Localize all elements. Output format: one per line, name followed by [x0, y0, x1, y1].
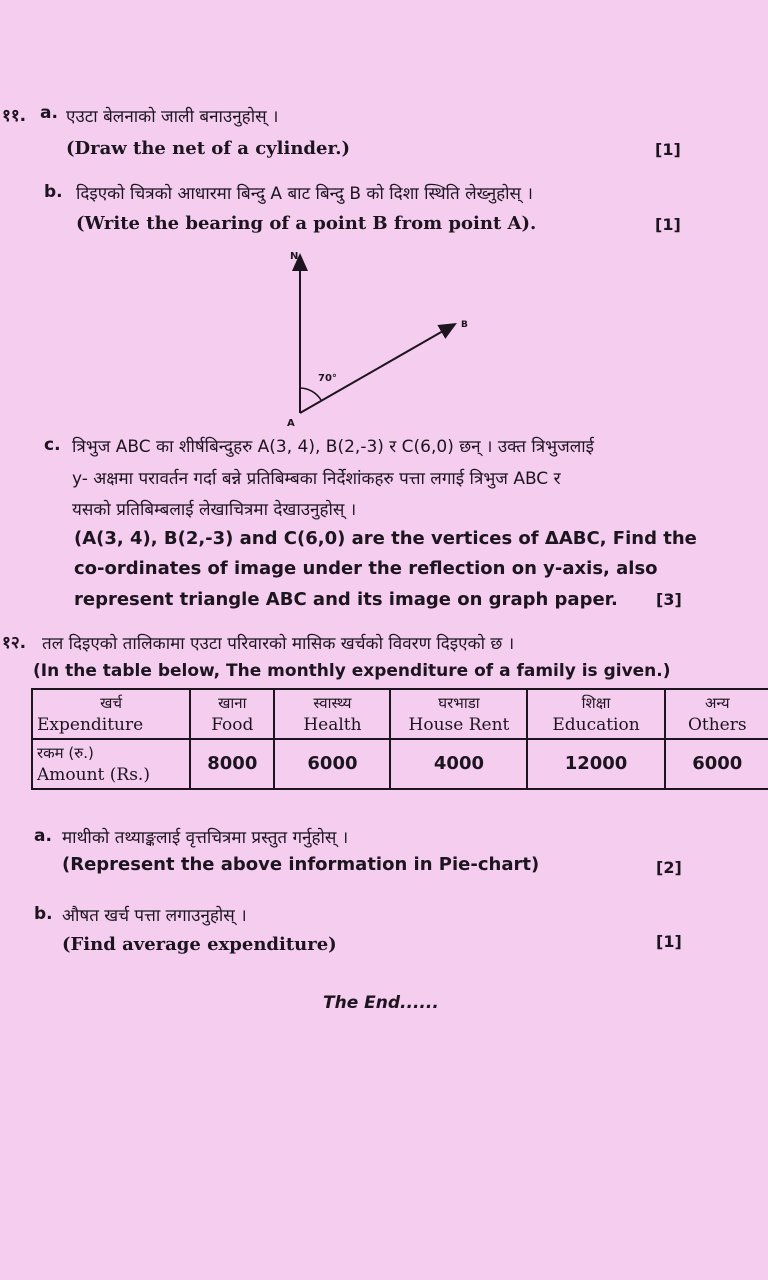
question-11b-english: (Write the bearing of a point B from point A).: [76, 213, 537, 234]
table-header-cell: स्वास्थ्य Health: [274, 689, 390, 739]
question-11b-label: b.: [44, 182, 63, 202]
question-11c-nepali-line1: त्रिभुज ABC का शीर्षबिन्दुहरु A(3, 4), B(2,-3) र C(6,0) छन् । उक्त त्रिभुजलाई: [72, 437, 594, 457]
question-12b-nepali: औषत खर्च पत्ता लगाउनुहोस् ।: [62, 906, 247, 926]
table-header-cell: अन्य Others: [665, 689, 768, 739]
question-12-nepali: तल दिइएको तालिकामा एउटा परिवारको मासिक खर्चको विवरण दिइएको छ ।: [42, 634, 515, 654]
question-12a-english: (Represent the above information in Pie-chart): [62, 854, 540, 875]
question-12a-marks: [2]: [656, 858, 682, 877]
table-cell: 6000: [274, 739, 390, 789]
question-11b-nepali: दिइएको चित्रको आधारमा बिन्दु A बाट बिन्दु B को दिशा स्थिति लेख्नुहोस् ।: [76, 184, 533, 204]
point-b-label: B: [461, 320, 468, 330]
question-11c-label: c.: [44, 435, 61, 455]
question-11-number: ११.: [2, 106, 27, 126]
question-12b-english: (Find average expenditure): [62, 934, 337, 955]
question-12-english: (In the table below, The monthly expenditure of a family is given.): [33, 661, 671, 681]
bearing-line-ab: [300, 327, 450, 413]
table-header-cell: घरभाडा House Rent: [390, 689, 527, 739]
table-header-cell: शिक्षा Education: [527, 689, 664, 739]
question-11a-marks: [1]: [655, 140, 681, 159]
question-12b-label: b.: [34, 904, 53, 924]
question-12a-nepali: माथीको तथ्याङ्कलाई वृत्तचित्रमा प्रस्तुत गर्नुहोस् ।: [62, 828, 349, 848]
question-12-number: १२.: [2, 633, 27, 653]
question-11c-nepali-line2: y- अक्षमा परावर्तन गर्दा बन्ने प्रतिबिम्बका निर्देशांकहरु पत्ता लगाई त्रिभुज ABC र: [72, 469, 561, 489]
table-cell: 12000: [527, 739, 664, 789]
table-cell: 6000: [665, 739, 768, 789]
question-11a-nepali: एउटा बेलनाको जाली बनाउनुहोस् ।: [66, 107, 279, 127]
north-label: N: [290, 251, 299, 262]
table-header-cell: खाना Food: [190, 689, 274, 739]
table-header-cell: खर्च Expenditure: [32, 689, 190, 739]
question-11c-english-line3: represent triangle ABC and its image on graph paper.: [74, 589, 618, 610]
question-12b-marks: [1]: [656, 932, 682, 951]
bearing-figure: [270, 245, 490, 430]
question-11c-english-line1: (A(3, 4), B(2,-3) and C(6,0) are the vertices of ΔABC, Find the: [74, 528, 697, 549]
table-cell: 4000: [390, 739, 527, 789]
question-12a-label: a.: [34, 826, 52, 846]
table-header-row: [32, 689, 768, 739]
question-11c-marks: [3]: [656, 590, 682, 609]
the-end-text: The End......: [323, 993, 439, 1013]
question-11a-label: a.: [40, 103, 58, 123]
question-11c-english-line2: co-ordinates of image under the reflection on y-axis, also: [74, 558, 658, 579]
angle-arc: [300, 388, 321, 400]
angle-label: 70°: [318, 373, 337, 384]
question-11b-marks: [1]: [655, 215, 681, 234]
point-a-label: A: [287, 418, 295, 429]
table-row: [32, 739, 768, 789]
table-cell: 8000: [190, 739, 274, 789]
table-row-label: रकम (रु.) Amount (Rs.): [32, 739, 190, 789]
question-11c-nepali-line3: यसको प्रतिबिम्बलाई लेखाचित्रमा देखाउनुहोस् ।: [72, 500, 357, 520]
expenditure-table: [31, 688, 768, 790]
question-11a-english: (Draw the net of a cylinder.): [66, 138, 351, 159]
